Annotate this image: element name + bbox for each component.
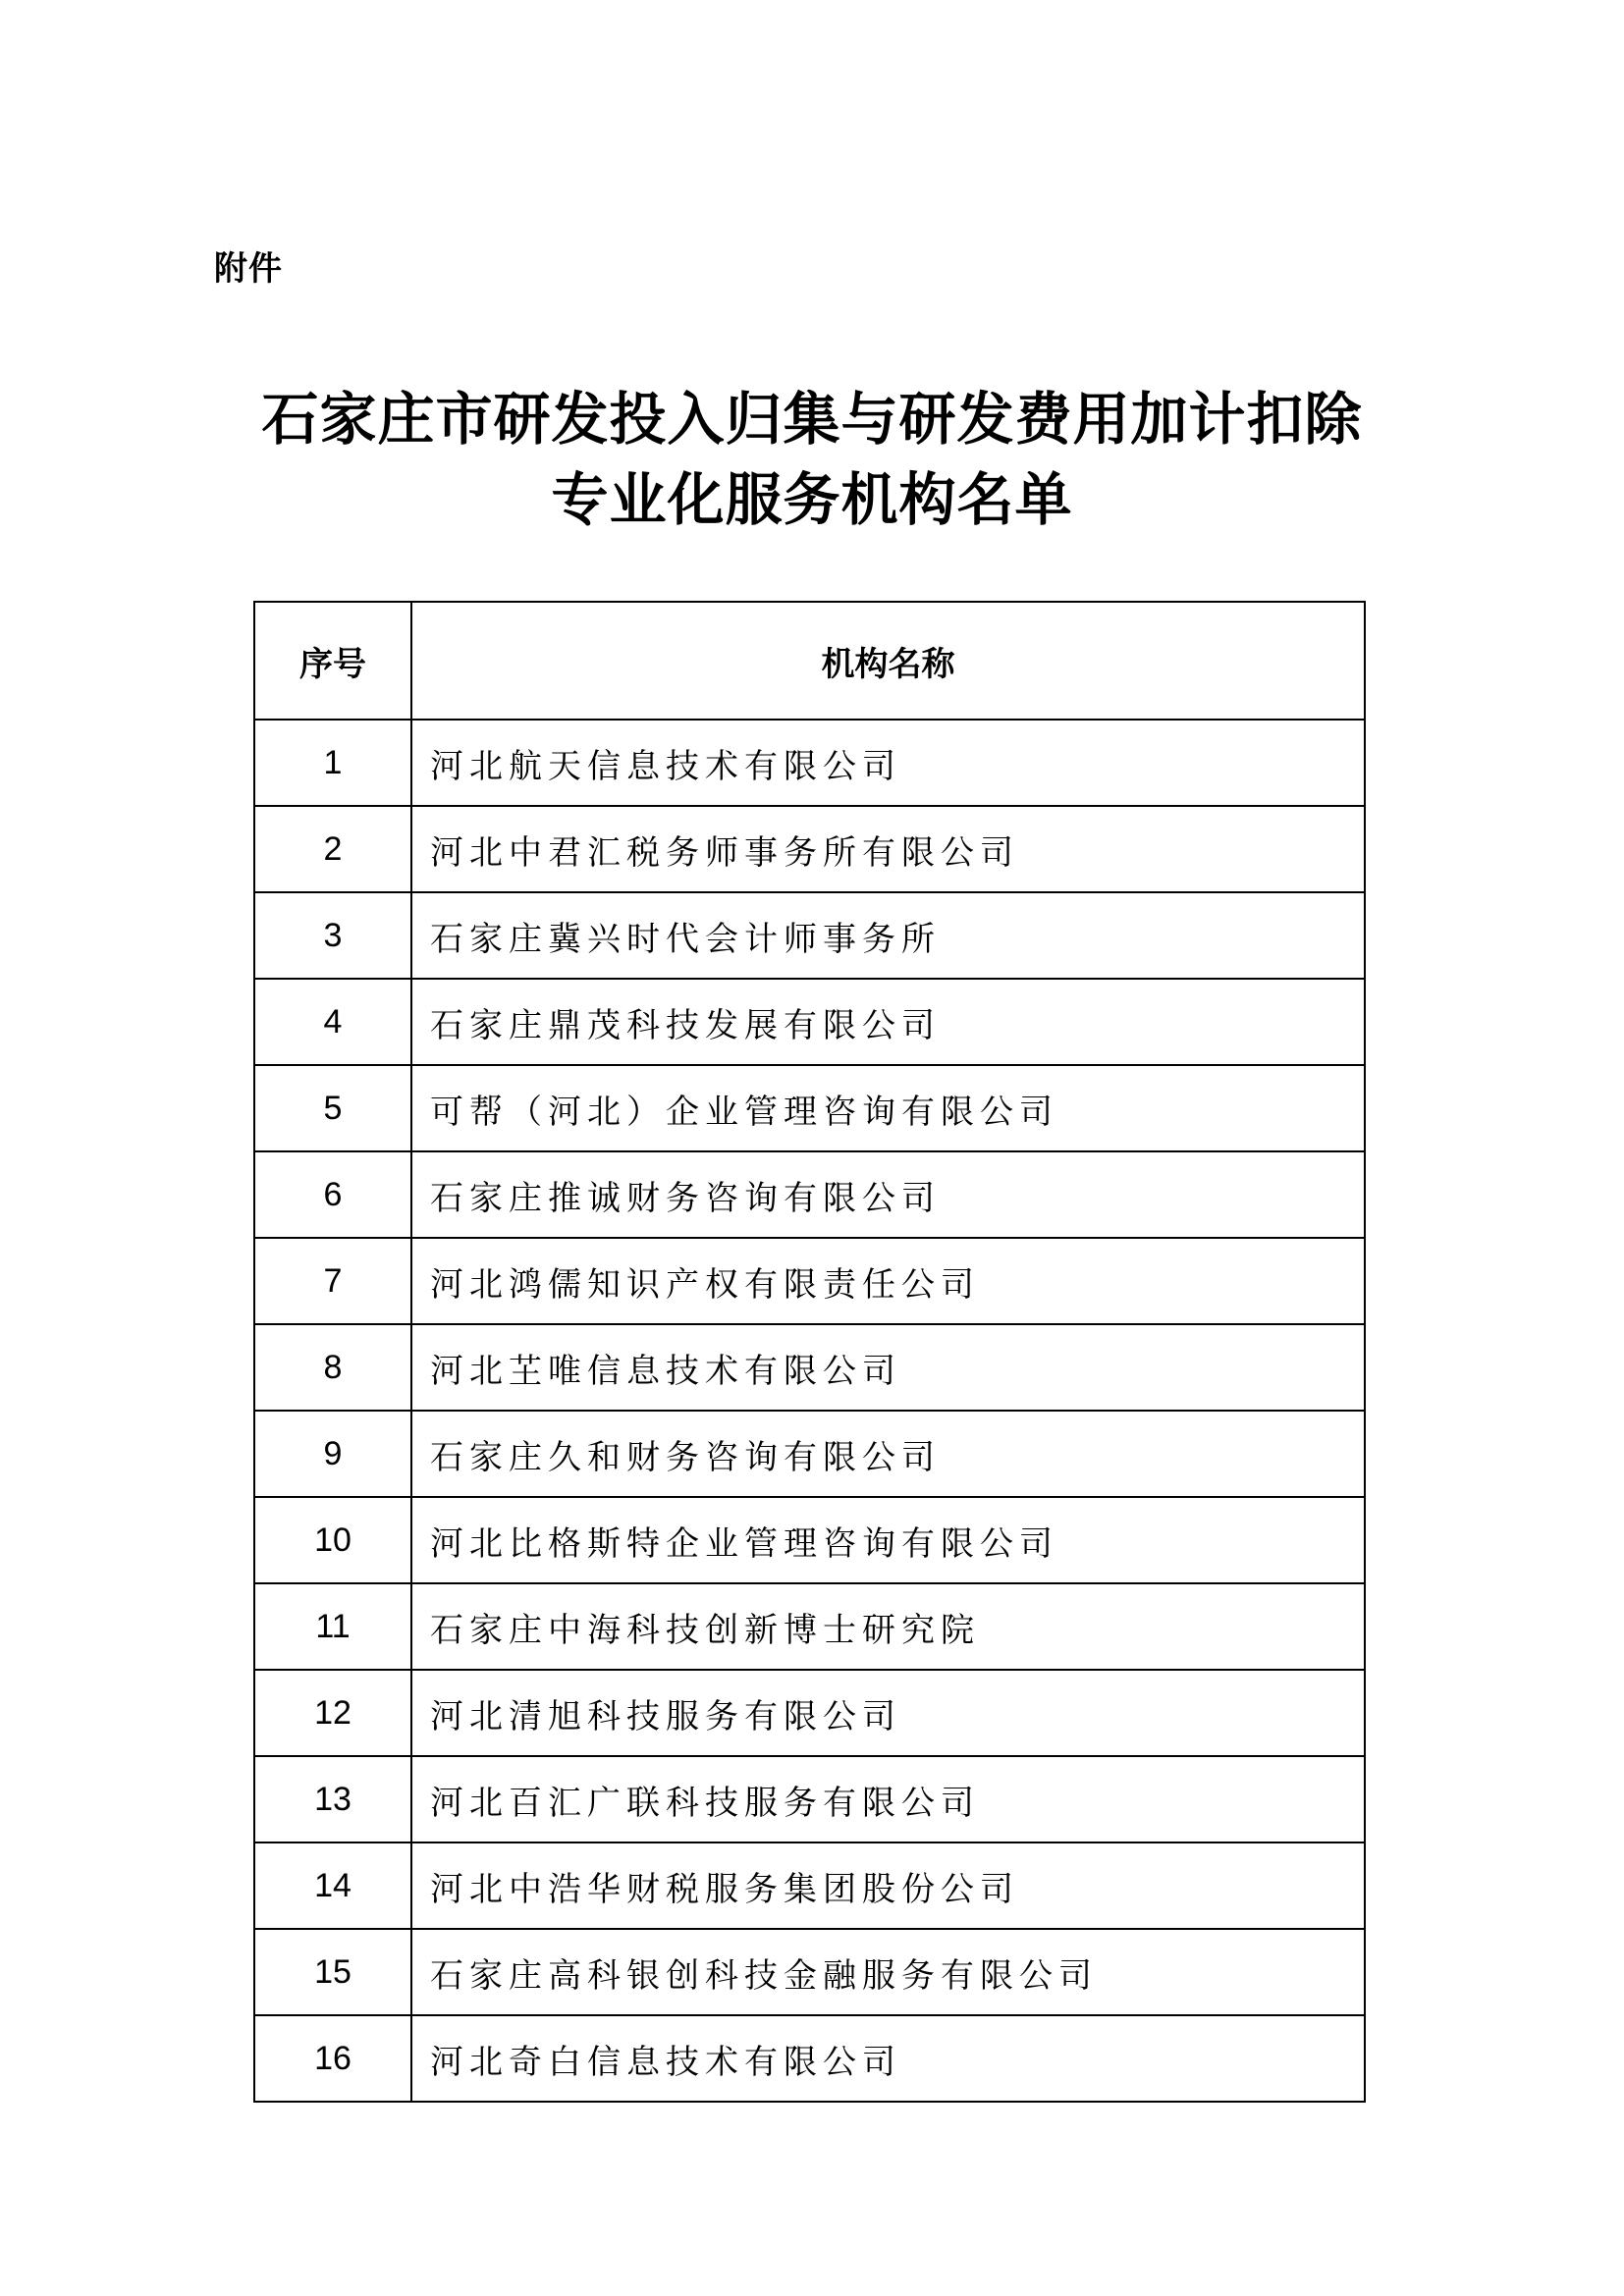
row-institution-name: 石家庄推诚财务咨询有限公司 <box>411 1151 1365 1238</box>
table-row <box>254 1324 1365 1411</box>
row-institution-name: 河北清旭科技服务有限公司 <box>411 1670 1365 1756</box>
row-index: 13 <box>254 1756 411 1842</box>
row-index: 5 <box>254 1065 411 1151</box>
document-title-line1: 石家庄市研发投入归集与研发费用加计扣除 <box>261 386 1363 453</box>
table-row <box>254 1929 1365 2015</box>
table-row <box>254 1670 1365 1756</box>
table-row <box>254 1151 1365 1238</box>
row-index: 7 <box>254 1238 411 1324</box>
table-row <box>254 720 1365 806</box>
table-row <box>254 1756 1365 1842</box>
table-row <box>254 1583 1365 1670</box>
row-institution-name: 河北航天信息技术有限公司 <box>411 720 1365 806</box>
header-name: 机构名称 <box>411 602 1365 720</box>
table-row <box>254 1238 1365 1324</box>
row-institution-name: 河北中君汇税务师事务所有限公司 <box>411 806 1365 892</box>
row-index: 11 <box>254 1583 411 1670</box>
row-index: 9 <box>254 1411 411 1497</box>
row-index: 2 <box>254 806 411 892</box>
row-index: 15 <box>254 1929 411 2015</box>
row-institution-name: 石家庄冀兴时代会计师事务所 <box>411 892 1365 979</box>
table-row <box>254 1497 1365 1583</box>
row-institution-name: 河北比格斯特企业管理咨询有限公司 <box>411 1497 1365 1583</box>
table-body <box>254 720 1365 2102</box>
header-index: 序号 <box>254 602 411 720</box>
row-institution-name: 河北中浩华财税服务集团股份公司 <box>411 1842 1365 1929</box>
document-title-line2: 专业化服务机构名单 <box>551 466 1073 533</box>
row-institution-name: 河北芏唯信息技术有限公司 <box>411 1324 1365 1411</box>
table-row <box>254 1842 1365 1929</box>
row-index: 1 <box>254 720 411 806</box>
table-row <box>254 892 1365 979</box>
row-institution-name: 河北奇白信息技术有限公司 <box>411 2015 1365 2102</box>
row-index: 8 <box>254 1324 411 1411</box>
table-row <box>254 1065 1365 1151</box>
table-header-row <box>254 602 1365 720</box>
row-institution-name: 石家庄中海科技创新博士研究院 <box>411 1583 1365 1670</box>
row-index: 14 <box>254 1842 411 1929</box>
row-institution-name: 石家庄久和财务咨询有限公司 <box>411 1411 1365 1497</box>
row-index: 6 <box>254 1151 411 1238</box>
attachment-label: 附件 <box>214 249 283 289</box>
row-institution-name: 可帮（河北）企业管理咨询有限公司 <box>411 1065 1365 1151</box>
table-header <box>254 602 1365 720</box>
row-index: 12 <box>254 1670 411 1756</box>
row-index: 16 <box>254 2015 411 2102</box>
row-index: 10 <box>254 1497 411 1583</box>
table-row <box>254 806 1365 892</box>
row-institution-name: 河北鸿儒知识产权有限责任公司 <box>411 1238 1365 1324</box>
row-index: 3 <box>254 892 411 979</box>
row-institution-name: 石家庄高科银创科技金融服务有限公司 <box>411 1929 1365 2015</box>
row-index: 4 <box>254 979 411 1065</box>
table-row <box>254 2015 1365 2102</box>
row-institution-name: 石家庄鼎茂科技发展有限公司 <box>411 979 1365 1065</box>
table-row <box>254 979 1365 1065</box>
table-row <box>254 1411 1365 1497</box>
row-institution-name: 河北百汇广联科技服务有限公司 <box>411 1756 1365 1842</box>
institution-list-table <box>253 601 1366 2103</box>
